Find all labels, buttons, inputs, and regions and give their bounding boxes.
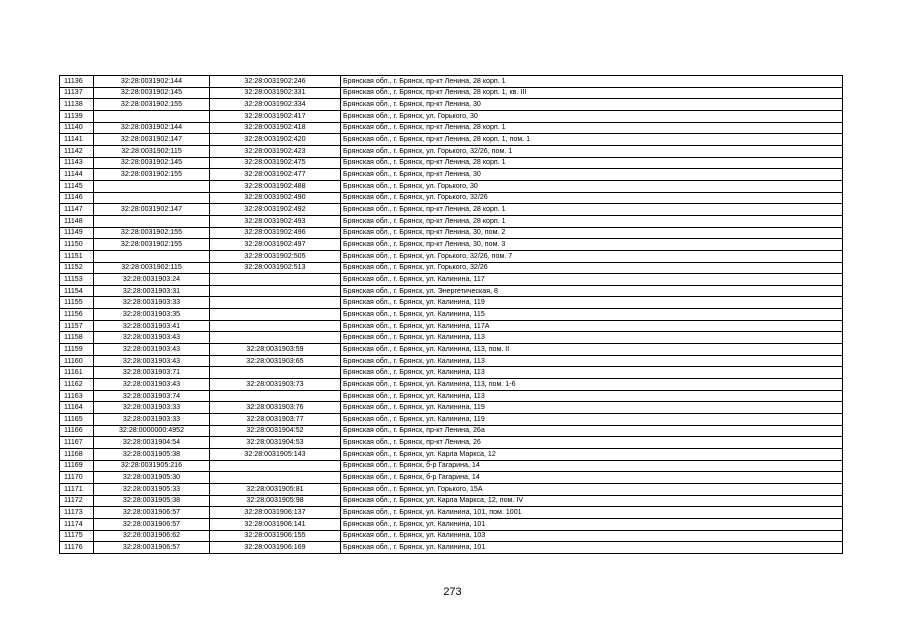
row-number-cell: 11157 [60,320,94,332]
address-cell: Брянская обл., г. Брянск, ул. Калинина, 117 [341,274,843,286]
address-cell: Брянская обл., г. Брянск, ул. Калинина, 115 [341,309,843,321]
object-cadastral-cell [210,309,341,321]
object-cadastral-cell: 32:28:0031902:505 [210,250,341,262]
table-row [60,180,843,192]
object-cadastral-cell [210,285,341,297]
parcel-cadastral-cell: 32:28:0031903:43 [94,344,210,356]
address-cell: Брянская обл., г. Брянск, пр-кт Ленина, 28 корп. 1 [341,76,843,88]
object-cadastral-cell: 32:28:0031902:417 [210,110,341,122]
parcel-cadastral-cell: 32:28:0031904:54 [94,437,210,449]
table-row [60,204,843,216]
parcel-cadastral-cell: 32:28:0031905:38 [94,495,210,507]
row-number-cell: 11145 [60,180,94,192]
object-cadastral-cell [210,367,341,379]
parcel-cadastral-cell: 32:28:0031903:43 [94,379,210,391]
row-number-cell: 11166 [60,425,94,437]
table-row [60,449,843,461]
parcel-cadastral-cell: 32:28:0031903:41 [94,320,210,332]
parcel-cadastral-cell: 32:28:0031903:43 [94,355,210,367]
row-number-cell: 11168 [60,449,94,461]
parcel-cadastral-cell: 32:28:0031903:31 [94,285,210,297]
address-cell: Брянская обл., г. Брянск, ул. Калинина, 117А [341,320,843,332]
row-number-cell: 11146 [60,192,94,204]
address-cell: Брянская обл., г. Брянск, ул. Калинина, 119 [341,402,843,414]
parcel-cadastral-cell: 32:28:0031905:38 [94,449,210,461]
object-cadastral-cell: 32:28:0031903:59 [210,344,341,356]
object-cadastral-cell: 32:28:0031903:77 [210,414,341,426]
object-cadastral-cell: 32:28:0031902:497 [210,239,341,251]
parcel-cadastral-cell: 32:28:0031902:147 [94,134,210,146]
table-row [60,215,843,227]
table-row [60,355,843,367]
table-row [60,169,843,181]
row-number-cell: 11161 [60,367,94,379]
parcel-cadastral-cell [94,110,210,122]
address-cell: Брянская обл., г. Брянск, ул. Калинина, 101 [341,518,843,530]
table-row [60,437,843,449]
table-row [60,495,843,507]
parcel-cadastral-cell: 32:28:0031902:145 [94,87,210,99]
object-cadastral-cell [210,274,341,286]
address-cell: Брянская обл., г. Брянск, ул. Калинина, 113 [341,390,843,402]
object-cadastral-cell: 32:28:0031904:53 [210,437,341,449]
row-number-cell: 11136 [60,76,94,88]
parcel-cadastral-cell: 32:28:0031902:144 [94,122,210,134]
object-cadastral-cell: 32:28:0031902:331 [210,87,341,99]
row-number-cell: 11137 [60,87,94,99]
parcel-cadastral-cell: 32:28:0031902:145 [94,157,210,169]
address-cell: Брянская обл., г. Брянск, пр-кт Ленина, 26 [341,437,843,449]
object-cadastral-cell [210,472,341,484]
parcel-cadastral-cell: 32:28:0000000:4952 [94,425,210,437]
table-row [60,227,843,239]
object-cadastral-cell: 32:28:0031906:141 [210,518,341,530]
parcel-cadastral-cell: 32:28:0031905:216 [94,460,210,472]
table-row [60,332,843,344]
parcel-cadastral-cell: 32:28:0031905:30 [94,472,210,484]
address-cell: Брянская обл., г. Брянск, ул. Горького, 32/26 [341,192,843,204]
table-row [60,239,843,251]
parcel-cadastral-cell: 32:28:0031903:35 [94,309,210,321]
object-cadastral-cell: 32:28:0031904:52 [210,425,341,437]
table-row [60,157,843,169]
row-number-cell: 11142 [60,145,94,157]
object-cadastral-cell [210,390,341,402]
table-row [60,134,843,146]
parcel-cadastral-cell: 32:28:0031902:155 [94,239,210,251]
address-cell: Брянская обл., г. Брянск, ул. Карла Маркса, 12 [341,449,843,461]
table-row [60,250,843,262]
row-number-cell: 11148 [60,215,94,227]
row-number-cell: 11171 [60,483,94,495]
address-cell: Брянская обл., г. Брянск, пр-кт Ленина, 28 корп. 1 [341,157,843,169]
row-number-cell: 11160 [60,355,94,367]
address-cell: Брянская обл., г. Брянск, б-р Гагарина, 14 [341,472,843,484]
parcel-cadastral-cell: 32:28:0031903:74 [94,390,210,402]
parcel-cadastral-cell: 32:28:0031902:155 [94,99,210,111]
parcel-cadastral-cell: 32:28:0031902:115 [94,262,210,274]
row-number-cell: 11154 [60,285,94,297]
address-cell: Брянская обл., г. Брянск, ул. Карла Маркса, 12, пом. IV [341,495,843,507]
object-cadastral-cell: 32:28:0031903:76 [210,402,341,414]
address-cell: Брянская обл., г. Брянск, ул. Калинина, 103 [341,530,843,542]
address-cell: Брянская обл., г. Брянск, ул. Горького, 32/26, пом. 7 [341,250,843,262]
address-cell: Брянская обл., г. Брянск, пр-кт Ленина, 30, пом. 2 [341,227,843,239]
row-number-cell: 11147 [60,204,94,216]
object-cadastral-cell: 32:28:0031902:488 [210,180,341,192]
parcel-cadastral-cell: 32:28:0031906:57 [94,507,210,519]
table-body [60,76,843,554]
address-cell: Брянская обл., г. Брянск, ул. Горького, 15А [341,483,843,495]
parcel-cadastral-cell: 32:28:0031903:43 [94,332,210,344]
row-number-cell: 11165 [60,414,94,426]
table-row [60,542,843,554]
table-row [60,367,843,379]
table-row [60,297,843,309]
parcel-cadastral-cell: 32:28:0031906:62 [94,530,210,542]
object-cadastral-cell: 32:28:0031902:246 [210,76,341,88]
object-cadastral-cell: 32:28:0031902:475 [210,157,341,169]
object-cadastral-cell: 32:28:0031905:143 [210,449,341,461]
object-cadastral-cell: 32:28:0031902:492 [210,204,341,216]
address-cell: Брянская обл., г. Брянск, б-р Гагарина, 14 [341,460,843,472]
parcel-cadastral-cell [94,250,210,262]
table-row [60,262,843,274]
address-cell: Брянская обл., г. Брянск, пр-кт Ленина, 28 корп. 1, кв. III [341,87,843,99]
row-number-cell: 11164 [60,402,94,414]
parcel-cadastral-cell: 32:28:0031902:147 [94,204,210,216]
address-cell: Брянская обл., г. Брянск, пр-кт Ленина, 30 [341,99,843,111]
row-number-cell: 11140 [60,122,94,134]
table-row [60,414,843,426]
address-cell: Брянская обл., г. Брянск, ул. Горького, 30 [341,180,843,192]
address-cell: Брянская обл., г. Брянск, пр-кт Ленина, 28 корп. 1 [341,215,843,227]
table-row [60,309,843,321]
row-number-cell: 11152 [60,262,94,274]
address-cell: Брянская обл., г. Брянск, пр-кт Ленина, 30, пом. 3 [341,239,843,251]
row-number-cell: 11175 [60,530,94,542]
parcel-cadastral-cell [94,192,210,204]
table-row [60,99,843,111]
object-cadastral-cell: 32:28:0031906:169 [210,542,341,554]
address-cell: Брянская обл., г. Брянск, ул. Горького, 32/26 [341,262,843,274]
row-number-cell: 11162 [60,379,94,391]
row-number-cell: 11176 [60,542,94,554]
row-number-cell: 11159 [60,344,94,356]
table-row [60,507,843,519]
table-row [60,402,843,414]
parcel-cadastral-cell: 32:28:0031903:33 [94,402,210,414]
row-number-cell: 11139 [60,110,94,122]
row-number-cell: 11151 [60,250,94,262]
table-row [60,472,843,484]
object-cadastral-cell: 32:28:0031902:493 [210,215,341,227]
parcel-cadastral-cell: 32:28:0031902:155 [94,227,210,239]
table-row [60,274,843,286]
table-row [60,87,843,99]
object-cadastral-cell [210,460,341,472]
table-row [60,285,843,297]
object-cadastral-cell: 32:28:0031905:81 [210,483,341,495]
row-number-cell: 11138 [60,99,94,111]
row-number-cell: 11143 [60,157,94,169]
table-row [60,145,843,157]
row-number-cell: 11173 [60,507,94,519]
address-cell: Брянская обл., г. Брянск, ул. Калинина, 113 [341,367,843,379]
table-row [60,192,843,204]
address-cell: Брянская обл., г. Брянск, ул. Горького, 30 [341,110,843,122]
object-cadastral-cell: 32:28:0031903:73 [210,379,341,391]
table-row [60,390,843,402]
object-cadastral-cell: 32:28:0031906:155 [210,530,341,542]
row-number-cell: 11158 [60,332,94,344]
row-number-cell: 11167 [60,437,94,449]
address-cell: Брянская обл., г. Брянск, ул. Калинина, 113 [341,332,843,344]
address-cell: Брянская обл., г. Брянск, пр-кт Ленина, 28 корп. 1 [341,204,843,216]
row-number-cell: 11150 [60,239,94,251]
object-cadastral-cell: 32:28:0031903:65 [210,355,341,367]
address-cell: Брянская обл., г. Брянск, ул. Энергетическая, 8 [341,285,843,297]
address-cell: Брянская обл., г. Брянск, ул. Калинина, 113, пом. II [341,344,843,356]
address-cell: Брянская обл., г. Брянск, ул. Калинина, 101 [341,542,843,554]
parcel-cadastral-cell [94,180,210,192]
address-cell: Брянская обл., г. Брянск, пр-кт Ленина, 30 [341,169,843,181]
table-row [60,530,843,542]
address-cell: Брянская обл., г. Брянск, ул. Калинина, 113, пом. 1-6 [341,379,843,391]
parcel-cadastral-cell: 32:28:0031906:57 [94,518,210,530]
table-row [60,425,843,437]
table-row [60,344,843,356]
object-cadastral-cell [210,320,341,332]
address-cell: Брянская обл., г. Брянск, пр-кт Ленина, 28 корп. 1 [341,122,843,134]
row-number-cell: 11155 [60,297,94,309]
object-cadastral-cell: 32:28:0031902:423 [210,145,341,157]
address-cell: Брянская обл., г. Брянск, ул. Калинина, 119 [341,297,843,309]
parcel-cadastral-cell: 32:28:0031905:33 [94,483,210,495]
object-cadastral-cell: 32:28:0031902:477 [210,169,341,181]
table-row [60,76,843,88]
table-row [60,110,843,122]
object-cadastral-cell: 32:28:0031902:418 [210,122,341,134]
parcel-cadastral-cell: 32:28:0031902:155 [94,169,210,181]
address-cell: Брянская обл., г. Брянск, пр-кт Ленина, 26а [341,425,843,437]
row-number-cell: 11172 [60,495,94,507]
address-cell: Брянская обл., г. Брянск, ул. Калинина, 113 [341,355,843,367]
page-number: 273 [443,586,462,598]
table-row [60,518,843,530]
row-number-cell: 11149 [60,227,94,239]
address-cell: Брянская обл., г. Брянск, ул. Калинина, 101, пом. 1001 [341,507,843,519]
address-cell: Брянская обл., г. Брянск, ул. Горького, 32/26, пом. 1 [341,145,843,157]
object-cadastral-cell: 32:28:0031902:513 [210,262,341,274]
table-row [60,320,843,332]
address-cell: Брянская обл., г. Брянск, ул. Калинина, 119 [341,414,843,426]
object-cadastral-cell: 32:28:0031902:490 [210,192,341,204]
object-cadastral-cell [210,297,341,309]
parcel-cadastral-cell: 32:28:0031903:24 [94,274,210,286]
object-cadastral-cell [210,332,341,344]
row-number-cell: 11163 [60,390,94,402]
parcel-cadastral-cell: 32:28:0031903:71 [94,367,210,379]
parcel-cadastral-cell: 32:28:0031902:144 [94,76,210,88]
parcel-cadastral-cell: 32:28:0031902:115 [94,145,210,157]
row-number-cell: 11170 [60,472,94,484]
parcel-cadastral-cell: 32:28:0031903:33 [94,414,210,426]
cadastral-table [59,75,843,554]
table-row [60,460,843,472]
table-row [60,379,843,391]
object-cadastral-cell: 32:28:0031905:98 [210,495,341,507]
row-number-cell: 11144 [60,169,94,181]
parcel-cadastral-cell: 32:28:0031906:57 [94,542,210,554]
object-cadastral-cell: 32:28:0031902:420 [210,134,341,146]
table-row [60,122,843,134]
parcel-cadastral-cell: 32:28:0031903:33 [94,297,210,309]
row-number-cell: 11153 [60,274,94,286]
address-cell: Брянская обл., г. Брянск, пр-кт Ленина, 28 корп. 1, пом. 1 [341,134,843,146]
object-cadastral-cell: 32:28:0031906:137 [210,507,341,519]
row-number-cell: 11141 [60,134,94,146]
object-cadastral-cell: 32:28:0031902:496 [210,227,341,239]
row-number-cell: 11169 [60,460,94,472]
row-number-cell: 11156 [60,309,94,321]
object-cadastral-cell: 32:28:0031902:334 [210,99,341,111]
parcel-cadastral-cell [94,215,210,227]
table-row [60,483,843,495]
row-number-cell: 11174 [60,518,94,530]
